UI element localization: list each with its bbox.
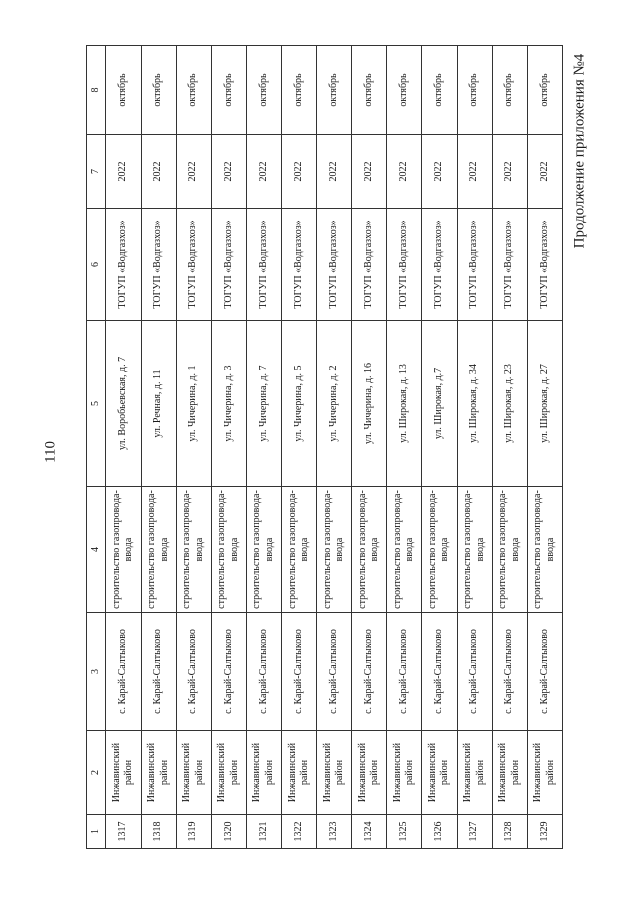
table-header-row bbox=[87, 46, 106, 849]
row-number: 1321 bbox=[246, 815, 281, 849]
work-type-cell: строительство газопровода-ввода bbox=[422, 487, 457, 613]
organization-cell: ТОГУП «Водгазхоз» bbox=[422, 209, 457, 321]
organization-cell: ТОГУП «Водгазхоз» bbox=[317, 209, 352, 321]
district-cell: Инжавинский район bbox=[492, 731, 527, 815]
column-header: 7 bbox=[87, 135, 106, 209]
organization-cell: ТОГУП «Водгазхоз» bbox=[281, 209, 316, 321]
table-row bbox=[422, 46, 457, 849]
column-header: 3 bbox=[87, 613, 106, 731]
organization-cell: ТОГУП «Водгазхоз» bbox=[211, 209, 246, 321]
year-cell: 2022 bbox=[176, 135, 211, 209]
month-cell: октябрь bbox=[352, 46, 387, 135]
year-cell: 2022 bbox=[352, 135, 387, 209]
month-cell: октябрь bbox=[492, 46, 527, 135]
district-cell: Инжавинский район bbox=[176, 731, 211, 815]
settlement-cell: с. Карай-Салтыково bbox=[457, 613, 492, 731]
table-row bbox=[281, 46, 316, 849]
month-cell: октябрь bbox=[281, 46, 316, 135]
settlement-cell: с. Карай-Салтыково bbox=[211, 613, 246, 731]
work-type-cell: строительство газопровода-ввода bbox=[527, 487, 562, 613]
row-number: 1324 bbox=[352, 815, 387, 849]
year-cell: 2022 bbox=[141, 135, 176, 209]
table-row bbox=[527, 46, 562, 849]
year-cell: 2022 bbox=[211, 135, 246, 209]
address-cell: ул. Чичерина, д. 1 bbox=[176, 321, 211, 487]
appendix-label: Продолжение приложения №4 bbox=[571, 53, 588, 249]
settlement-cell: с. Карай-Салтыково bbox=[281, 613, 316, 731]
table-row bbox=[246, 46, 281, 849]
table-row bbox=[176, 46, 211, 849]
table-row bbox=[352, 46, 387, 849]
year-cell: 2022 bbox=[281, 135, 316, 209]
month-cell: октябрь bbox=[387, 46, 422, 135]
district-cell: Инжавинский район bbox=[527, 731, 562, 815]
work-type-cell: строительство газопровода-ввода bbox=[246, 487, 281, 613]
address-cell: ул. Широкая, д. 27 bbox=[527, 321, 562, 487]
gas-pipeline-table bbox=[86, 46, 563, 849]
settlement-cell: с. Карай-Салтыково bbox=[317, 613, 352, 731]
address-cell: ул. Чичерина, д. 7 bbox=[246, 321, 281, 487]
district-cell: Инжавинский район bbox=[352, 731, 387, 815]
address-cell: ул. Широкая, д. 13 bbox=[387, 321, 422, 487]
settlement-cell: с. Карай-Салтыково bbox=[492, 613, 527, 731]
month-cell: октябрь bbox=[176, 46, 211, 135]
month-cell: октябрь bbox=[317, 46, 352, 135]
column-header: 2 bbox=[87, 731, 106, 815]
settlement-cell: с. Карай-Салтыково bbox=[422, 613, 457, 731]
district-cell: Инжавинский район bbox=[141, 731, 176, 815]
district-cell: Инжавинский район bbox=[457, 731, 492, 815]
month-cell: октябрь bbox=[457, 46, 492, 135]
work-type-cell: строительство газопровода-ввода bbox=[352, 487, 387, 613]
work-type-cell: строительство газопровода-ввода bbox=[281, 487, 316, 613]
settlement-cell: с. Карай-Салтыково bbox=[246, 613, 281, 731]
row-number: 1329 bbox=[527, 815, 562, 849]
organization-cell: ТОГУП «Водгазхоз» bbox=[457, 209, 492, 321]
table-row bbox=[211, 46, 246, 849]
column-header: 6 bbox=[87, 209, 106, 321]
year-cell: 2022 bbox=[527, 135, 562, 209]
row-number: 1320 bbox=[211, 815, 246, 849]
organization-cell: ТОГУП «Водгазхоз» bbox=[527, 209, 562, 321]
year-cell: 2022 bbox=[106, 135, 141, 209]
work-type-cell: строительство газопровода-ввода bbox=[176, 487, 211, 613]
work-type-cell: строительство газопровода-ввода bbox=[317, 487, 352, 613]
table-row bbox=[387, 46, 422, 849]
table-row bbox=[141, 46, 176, 849]
column-header: 4 bbox=[87, 487, 106, 613]
table-row bbox=[106, 46, 141, 849]
year-cell: 2022 bbox=[492, 135, 527, 209]
work-type-cell: строительство газопровода-ввода bbox=[387, 487, 422, 613]
row-number: 1326 bbox=[422, 815, 457, 849]
month-cell: октябрь bbox=[141, 46, 176, 135]
row-number: 1317 bbox=[106, 815, 141, 849]
district-cell: Инжавинский район bbox=[317, 731, 352, 815]
table-row bbox=[457, 46, 492, 849]
address-cell: ул. Чичерина, д. 2 bbox=[317, 321, 352, 487]
year-cell: 2022 bbox=[457, 135, 492, 209]
row-number: 1327 bbox=[457, 815, 492, 849]
district-cell: Инжавинский район bbox=[281, 731, 316, 815]
month-cell: октябрь bbox=[211, 46, 246, 135]
month-cell: октябрь bbox=[106, 46, 141, 135]
address-cell: ул. Чичерина, д. 5 bbox=[281, 321, 316, 487]
organization-cell: ТОГУП «Водгазхоз» bbox=[352, 209, 387, 321]
month-cell: октябрь bbox=[246, 46, 281, 135]
address-cell: ул. Чичерина, д. 3 bbox=[211, 321, 246, 487]
page-number: 110 bbox=[42, 441, 59, 463]
month-cell: октябрь bbox=[527, 46, 562, 135]
work-type-cell: строительство газопровода-ввода bbox=[211, 487, 246, 613]
column-header: 1 bbox=[87, 815, 106, 849]
table-row bbox=[317, 46, 352, 849]
row-number: 1328 bbox=[492, 815, 527, 849]
settlement-cell: с. Карай-Салтыково bbox=[106, 613, 141, 731]
district-cell: Инжавинский район bbox=[246, 731, 281, 815]
year-cell: 2022 bbox=[422, 135, 457, 209]
address-cell: ул. Широкая, д.7 bbox=[422, 321, 457, 487]
work-type-cell: строительство газопровода-ввода bbox=[106, 487, 141, 613]
work-type-cell: строительство газопровода-ввода bbox=[492, 487, 527, 613]
organization-cell: ТОГУП «Водгазхоз» bbox=[106, 209, 141, 321]
organization-cell: ТОГУП «Водгазхоз» bbox=[387, 209, 422, 321]
year-cell: 2022 bbox=[317, 135, 352, 209]
address-cell: ул. Широкая, д. 23 bbox=[492, 321, 527, 487]
address-cell: ул. Чичерина, д. 16 bbox=[352, 321, 387, 487]
work-type-cell: строительство газопровода-ввода bbox=[141, 487, 176, 613]
settlement-cell: с. Карай-Салтыково bbox=[176, 613, 211, 731]
address-cell: ул. Речная, д. 11 bbox=[141, 321, 176, 487]
organization-cell: ТОГУП «Водгазхоз» bbox=[176, 209, 211, 321]
row-number: 1325 bbox=[387, 815, 422, 849]
settlement-cell: с. Карай-Салтыково bbox=[352, 613, 387, 731]
organization-cell: ТОГУП «Водгазхоз» bbox=[246, 209, 281, 321]
row-number: 1318 bbox=[141, 815, 176, 849]
work-type-cell: строительство газопровода-ввода bbox=[457, 487, 492, 613]
year-cell: 2022 bbox=[387, 135, 422, 209]
column-header: 8 bbox=[87, 46, 106, 135]
year-cell: 2022 bbox=[246, 135, 281, 209]
settlement-cell: с. Карай-Салтыково bbox=[141, 613, 176, 731]
month-cell: октябрь bbox=[422, 46, 457, 135]
column-header: 5 bbox=[87, 321, 106, 487]
settlement-cell: с. Карай-Салтыково bbox=[527, 613, 562, 731]
row-number: 1323 bbox=[317, 815, 352, 849]
organization-cell: ТОГУП «Водгазхоз» bbox=[141, 209, 176, 321]
district-cell: Инжавинский район bbox=[211, 731, 246, 815]
organization-cell: ТОГУП «Водгазхоз» bbox=[492, 209, 527, 321]
table-row bbox=[492, 46, 527, 849]
row-number: 1322 bbox=[281, 815, 316, 849]
district-cell: Инжавинский район bbox=[422, 731, 457, 815]
address-cell: ул. Широкая, д. 34 bbox=[457, 321, 492, 487]
address-cell: ул. Воробьевская, д. 7 bbox=[106, 321, 141, 487]
row-number: 1319 bbox=[176, 815, 211, 849]
settlement-cell: с. Карай-Салтыково bbox=[387, 613, 422, 731]
district-cell: Инжавинский район bbox=[106, 731, 141, 815]
district-cell: Инжавинский район bbox=[387, 731, 422, 815]
